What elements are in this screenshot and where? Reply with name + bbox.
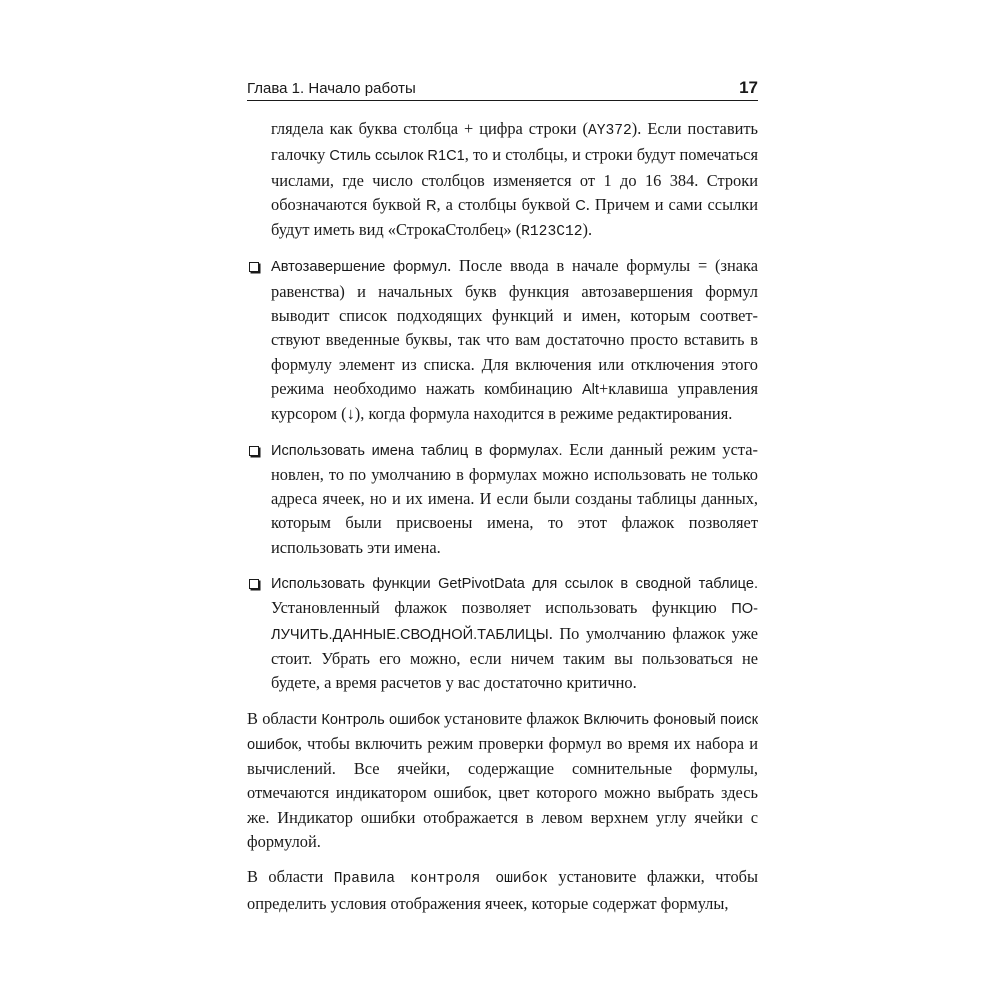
checkbox-bullet-icon <box>249 446 259 456</box>
ui-term-error-checking: Контроль ошибок <box>321 711 440 728</box>
ui-term-row-letter: R <box>425 197 437 214</box>
checkbox-bullet-icon <box>249 262 259 272</box>
text-run: , чтобы включить режим проверки формул во время их набора и вычислений. Все ячейки, содержащие сомнительные формулы, отмечаются индикатором ошибок, цвет которого можно выбрать здесь же. Индикатор ошибки отображается в левом верхнем углу ячейки с формулой. <box>247 733 758 852</box>
text-run: установите флажок <box>439 708 584 728</box>
text-run: В области <box>247 867 334 887</box>
text-run: +клавиша управления курсором (↓), когда формула находится в режиме редактирования. <box>271 378 758 424</box>
ui-term-error-checking-rules: Правила контроля ошибок <box>333 871 548 888</box>
text-run: установите флажки, чтобы определить условия отображения ячеек, которые содержат формулы, <box>247 867 758 913</box>
cell-reference-example: AY372 <box>588 123 632 139</box>
text-run: В области <box>247 708 322 728</box>
text-run: . Причем и сами ссылки будут иметь вид «СтрокаСтолбец» ( <box>271 194 759 240</box>
cell-reference-example: R123C12 <box>521 224 583 241</box>
text-run: ). <box>582 220 593 240</box>
list-item-autocomplete <box>247 254 758 426</box>
ui-term-r1c1-style: Стиль ссылок R1C1 <box>329 148 465 165</box>
text-run: , а столбцы буквой <box>436 194 576 214</box>
page-header <box>247 78 758 101</box>
text-run: Если данный режим установлен, то по умолчанию в формулах можно использовать не только адреса ячеек, но и их имена. И если были созданы таблицы данных, которым были присвоены имена, то этот флажок позволяет использовать эти имена. <box>271 439 758 557</box>
continuation-paragraph <box>247 117 758 244</box>
list-item-getpivotdata <box>247 571 758 695</box>
key-name: Alt <box>581 381 599 398</box>
list-item-term: Использовать функции GetPivotData для ссылок в сводной таблице. <box>271 576 758 593</box>
running-head: Глава 1. Начало работы <box>247 80 416 97</box>
text-run: Установленный флажок позволяет использовать функцию <box>271 598 732 618</box>
ui-term-background-error-checking: Включить фоновый поиск ошибок <box>247 711 758 753</box>
checkbox-bullet-icon <box>249 579 259 589</box>
text-run: . После ввода в начале формулы = (знака равенства) и начальных букв функция автозавершения формул выводит список подходящих функций и имен, которым соответствуют введенные буквы, так что вам достаточно просто вставить в формулу элемент из списка. Для включения или отключения этого режима необходимо нажать комбинацию <box>271 256 759 398</box>
function-name: ПОЛУЧИТЬ.ДАННЫЕ.СВОДНОЙ.ТАБЛИЦЫ <box>271 601 758 643</box>
ui-term-column-letter: C <box>575 197 586 214</box>
list-item-term: Автозавершение формул <box>271 259 448 276</box>
text-run: . По умолчанию флажок уже стоит. Убрать его можно, если ничем таким вы пользоваться не будете, а время расчетов у вас достаточно критично. <box>271 623 758 693</box>
paragraph-error-rules <box>247 865 758 916</box>
text-run: глядела как буква столбца + цифра строки ( <box>271 119 588 138</box>
paragraph-error-checking <box>247 707 758 855</box>
list-item-table-names <box>247 438 758 560</box>
text-run: ). Если поставить галочку <box>271 119 758 165</box>
page-number: 17 <box>739 78 758 97</box>
list-item-term: Использовать имена таблиц в формулах. <box>271 442 563 459</box>
page-body <box>247 117 758 927</box>
text-run: , то и столбцы, и строки будут помечаться числами, где число столбцов изменяется от 1 до 16 384. Строки обозначаются буквой <box>271 145 758 214</box>
